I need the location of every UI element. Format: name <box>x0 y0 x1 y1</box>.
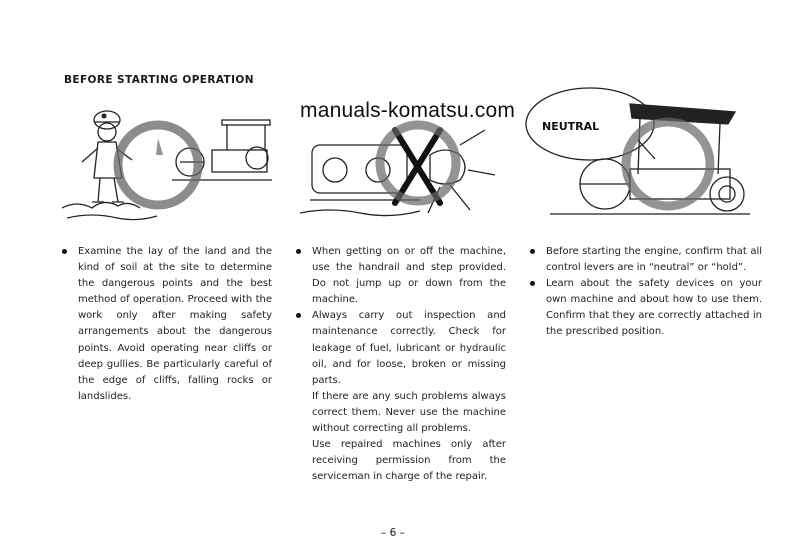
illustration-jump-warning <box>300 115 505 225</box>
page-number: – 6 – <box>381 527 405 539</box>
continuation-paragraph: If there are any such problems always correct them. Never use the machine without correcting all problems. <box>312 390 506 435</box>
bullet-item: Examine the lay of the land and the kind of soil at the site to determine the dangerous points and the best method of operation. Proceed with the work only after making safety arrangements about the dangerous points. Avoid operating near cliffs or deep gullies. Be particularly careful of the edge of cliffs, falling rocks or landslides. <box>62 244 272 405</box>
watermark-text: manuals-komatsu.com <box>300 99 516 122</box>
column-left <box>62 244 272 405</box>
bullet-item: Learn about the safety devices on your own machine and about how to use them. Confirm that they are correctly attached in the prescribed position. <box>530 276 762 340</box>
section-heading: BEFORE STARTING OPERATION <box>64 74 254 86</box>
illustration-neutral-levers <box>520 84 760 229</box>
column-right <box>530 244 762 341</box>
bullet-item: Always carry out inspection and maintenance correctly. Check for leakage of fuel, lubricant or hydraulic oil, and for loose, broken or missing parts. <box>296 308 506 388</box>
neutral-label: NEUTRAL <box>542 120 600 133</box>
column-middle <box>296 244 506 485</box>
continuation-paragraph: Use repaired machines only after receiving permission from the serviceman in charge of the repair. <box>312 439 506 483</box>
bullet-item: When getting on or off the machine, use the handrail and step provided. Do not jump up or down from the machine. <box>296 244 506 308</box>
bullet-item: Before starting the engine, confirm that all control levers are in “neutral” or “hold”. <box>530 244 762 276</box>
illustration-inspect-terrain <box>62 100 277 225</box>
